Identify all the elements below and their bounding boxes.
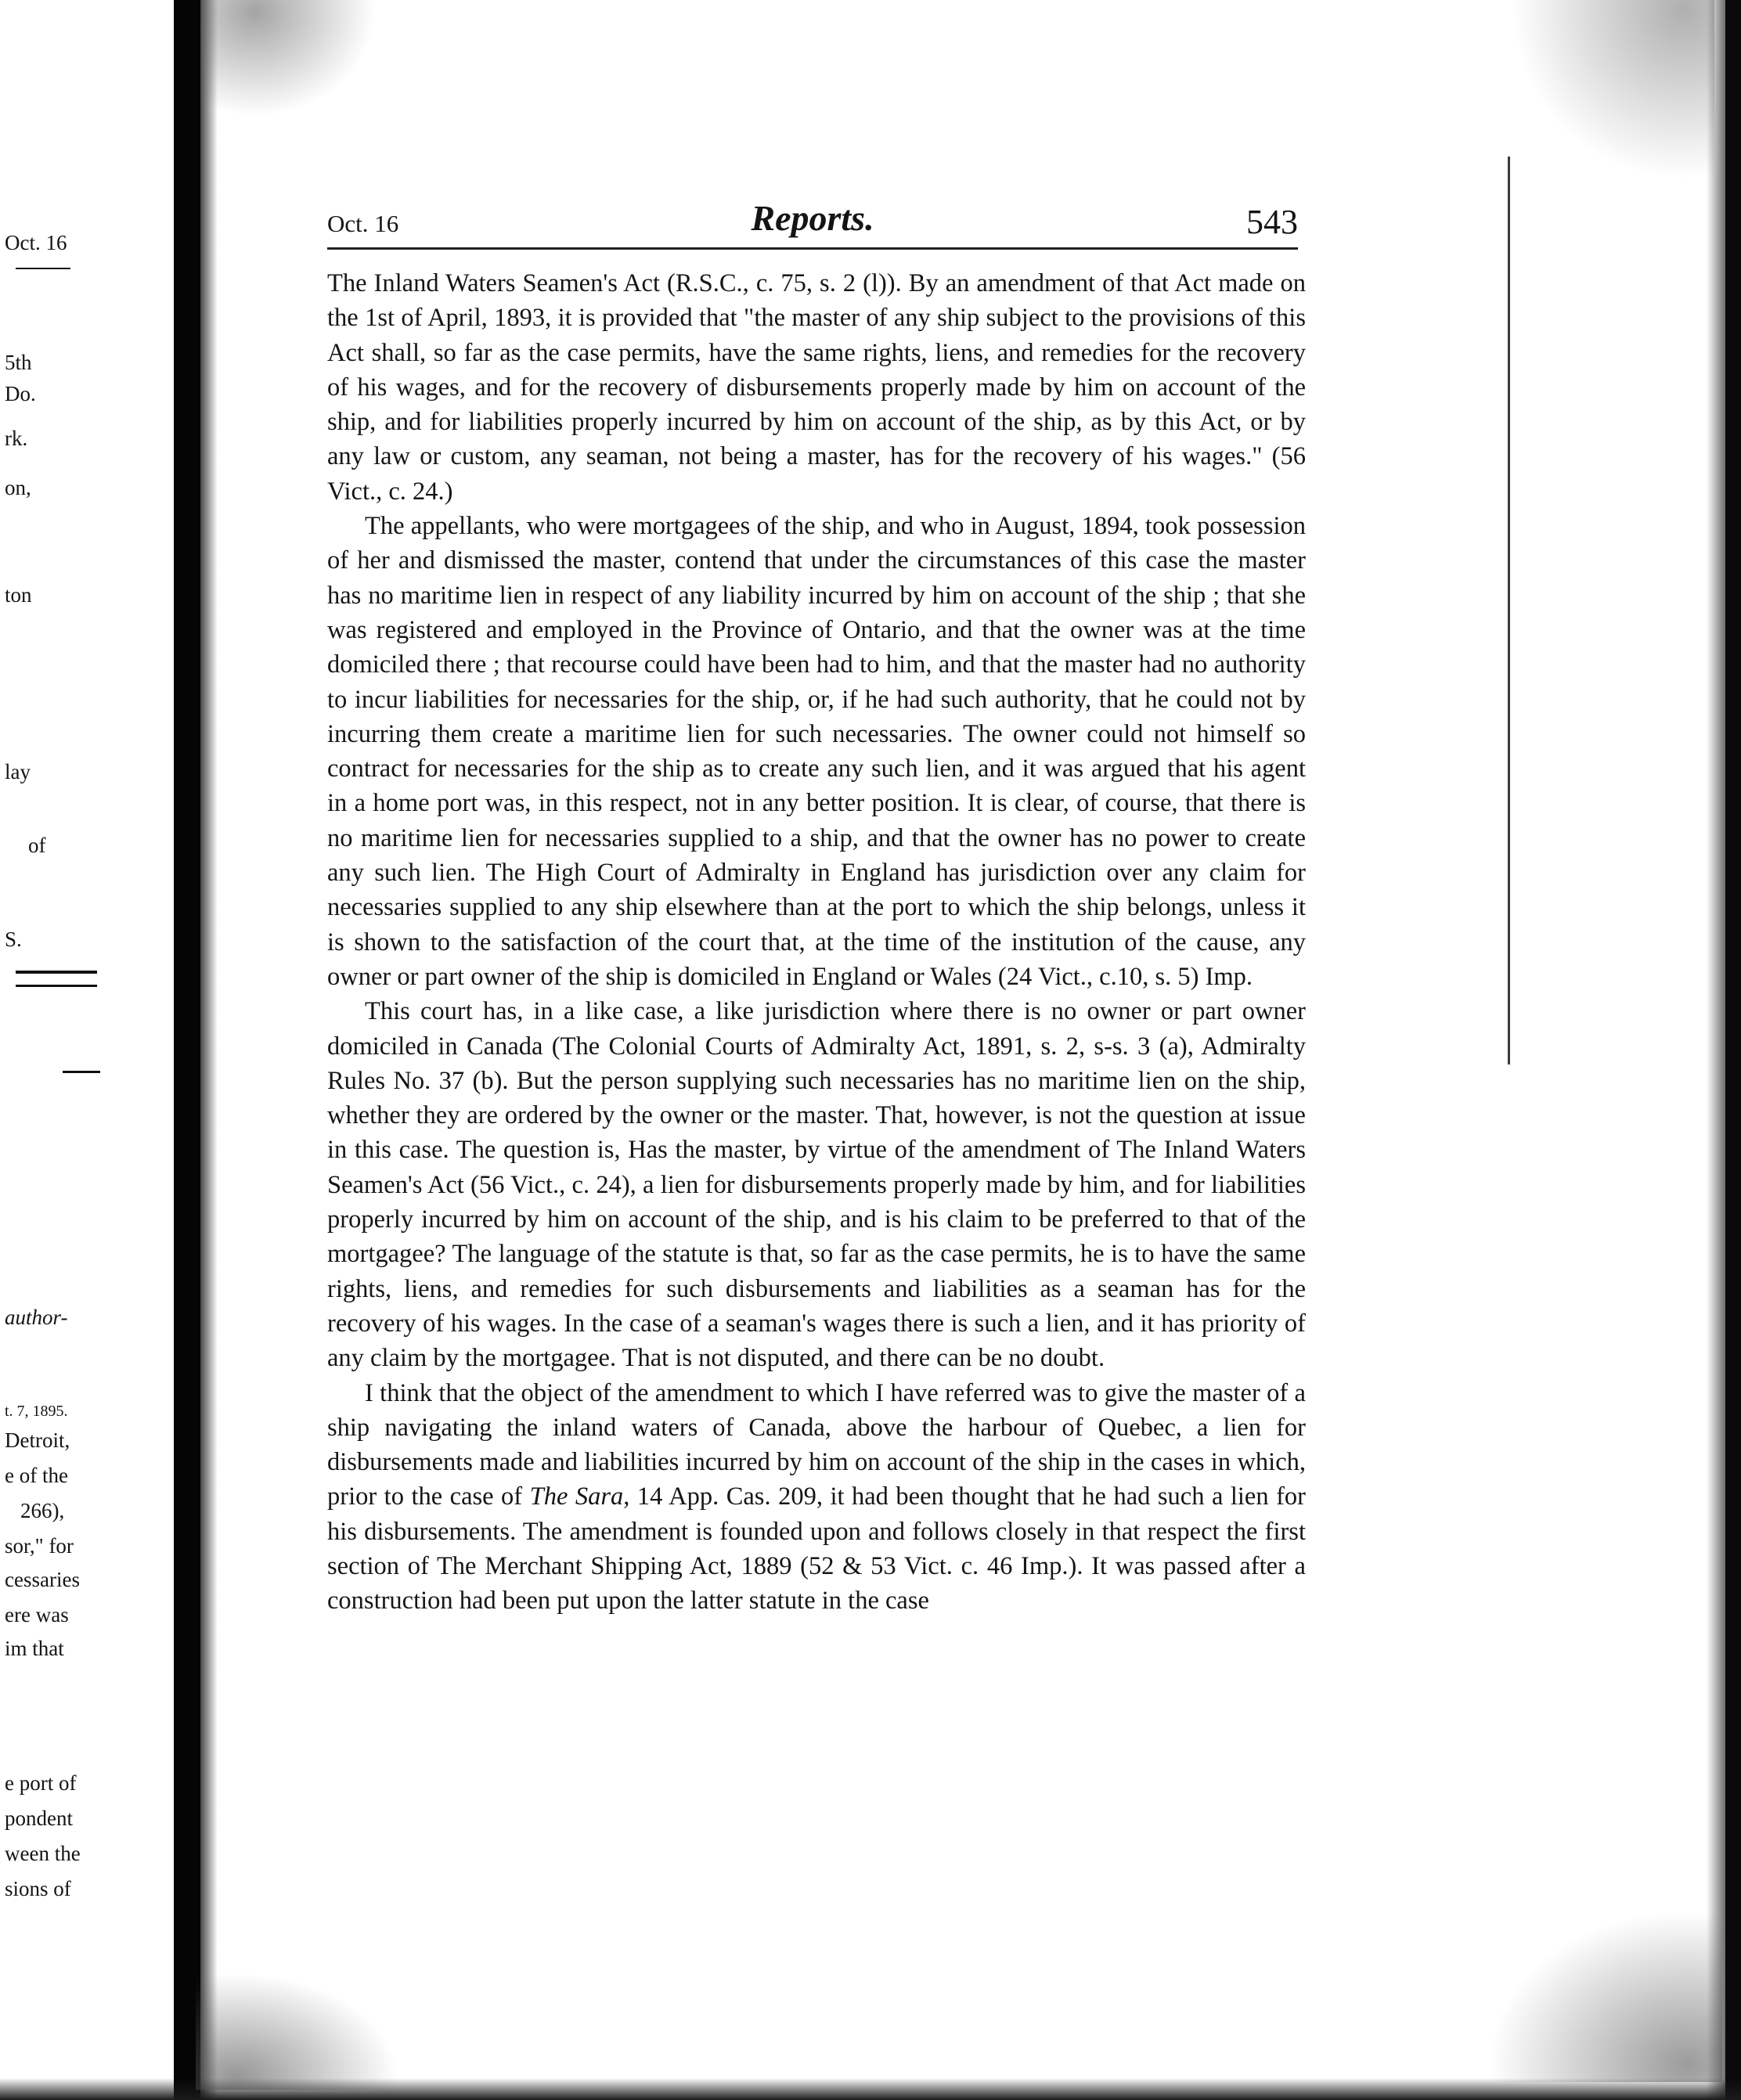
case-name: The Sara [529, 1482, 624, 1511]
fragment-line: 5th [5, 351, 32, 374]
scan-smudge-top-left [204, 0, 376, 117]
facing-page-fragments [0, 0, 172, 2100]
fragment-rule [63, 1071, 100, 1073]
fragment-line: t. 7, 1895. [5, 1403, 68, 1420]
running-date: Oct. 16 [327, 210, 399, 237]
fragment-rule [16, 985, 97, 987]
scan-smudge-bottom-right [1487, 1910, 1722, 2082]
fragment-line: ere was [5, 1603, 69, 1626]
fragment-line: S. [5, 928, 22, 951]
page-number: 543 [1246, 203, 1298, 241]
margin-rule [1508, 157, 1510, 1064]
fragment-line: Oct. 16 [5, 231, 67, 254]
fragment-line: on, [5, 476, 31, 499]
scan-smudge-top-right [1511, 0, 1714, 180]
fragment-line: of [28, 834, 46, 857]
fragment-rule [16, 268, 70, 269]
paragraph-text: , 14 App. Cas. 209, it had been thought that he had such a lien for his disbursements. The amendment is founded upon and follows closely in that respect the first section of The Merchant Shipping Act, 1889 (52 & 53 Vict. c. 46 Imp.). It was passed after a construction had been put upon the latter statute in the case [327, 1482, 1307, 1616]
fragment-line: e port of [5, 1771, 77, 1795]
fragment-line: sions of [5, 1877, 71, 1900]
fragment-line: sor," for [5, 1534, 74, 1558]
fragment-line: cessaries [5, 1568, 80, 1591]
running-title: Reports. [751, 198, 874, 238]
scan-smudge-bottom-left [196, 1972, 399, 2090]
right-edge-shadow [1707, 0, 1725, 2100]
header-rule [327, 247, 1298, 250]
paragraph: The Inland Waters Seamen's Act (R.S.C., c. 75, s. 2 (l)). By an amendment of that Act made on the 1st of April, 1893, it is provided that "the master of any ship subject to the provisions of this Act shall, so far as the case permits, have the same rights, liens, and remedies for the recovery of his wages, and for the recovery of disbursements properly made by him on account of the ship, and for liabilities properly incurred by him on account of the ship, as by this Act, or by any law or custom, any seaman, not being a master, has for the recovery of his wages." (56 Vict., c. 24.) [327, 269, 1306, 506]
paragraph: This court has, in a like case, a like jurisdiction where there is no owner or part owner domiciled in Canada (The Colonial Courts of Admiralty Act, 1891, s. 2, s-s. 3 (a), Admiralty Rules No. 37 (b). But the person supplying such necessaries has no maritime lien on the ship, whether they are ordered by the owner or the master. That, however, is not the question at issue in this case. The question is, Has the master, by virtue of the amendment of The Inland Waters Seamen's Act (56 Vict., c. 24), a lien for disbursements properly made by him, and for liabilities properly incurred by him on account of the ship, and is his claim to be preferred to that of the mortgagee? The language of the statute is that, so far as the case permits, he is to have the same rights, liens, and remedies for such disbursements and liabilities as a seaman has for the recovery of his wages. In the case of a seaman's wages there is such a lien, and it has priority of any claim by the mortgagee. That is not disputed, and there can be no doubt. [327, 997, 1306, 1373]
running-header [327, 197, 1298, 246]
binding-gutter [174, 0, 200, 2100]
fragment-line: ton [5, 583, 32, 607]
fragment-rule [16, 971, 97, 974]
paragraph: The appellants, who were mortgagees of the ship, and who in August, 1894, took possession of her and dismissed the master, contend that under the circumstances of this case the master has no maritime lien in respect of any liability incurred by him on account of the ship ; that she was registered and employed in the Province of Ontario, and that the owner was at the time domiciled there ; that recourse could have been had to him, and that the master had no authority to incur liabilities for necessaries for the ship, or, if he had such authority, that he could not by incurring them create a maritime lien for such necessaries. The owner could not himself so contract for necessaries for the ship as to create any such lien, and it was argued that his agent in a home port was, in this respect, not in any better position. It is clear, of course, that there is no maritime lien for necessaries supplied to a ship, and that the owner has no power to create any such lien. The High Court of Admiralty in England has jurisdiction over any claim for necessaries supplied to any ship elsewhere than at the port to which the ship belongs, unless it is shown to the satisfaction of the court that, at the time of the institution of the cause, any owner or part owner of the ship is domiciled in England or Wales (24 Vict., c.10, s. 5) Imp. [327, 512, 1306, 991]
binding-shadow [200, 0, 218, 2100]
fragment-line: pondent [5, 1806, 73, 1830]
fragment-line: lay [5, 760, 31, 783]
fragment-line: ween the [5, 1842, 81, 1865]
fragment-line: e of the [5, 1464, 68, 1487]
paragraph [327, 1376, 1306, 1619]
fragment-line: rk. [5, 427, 28, 450]
right-page-edge [1725, 0, 1741, 2100]
fragment-line: Do. [5, 382, 36, 405]
fragment-line: Detroit, [5, 1428, 70, 1452]
body-text [327, 266, 1306, 1619]
fragment-line: 266), [20, 1499, 65, 1522]
paragraph-text: I think that the object of the amendment to which I have referred was to give the master of a ship navigating the inland waters of Canada, above the harbour of Quebec, a lien for disbursements made and liabilities incurred by him on account of the ship in the cases in which, prior to the case of [327, 1378, 1306, 1511]
fragment-line: im that [5, 1637, 64, 1660]
fragment-line: author- [5, 1306, 68, 1329]
